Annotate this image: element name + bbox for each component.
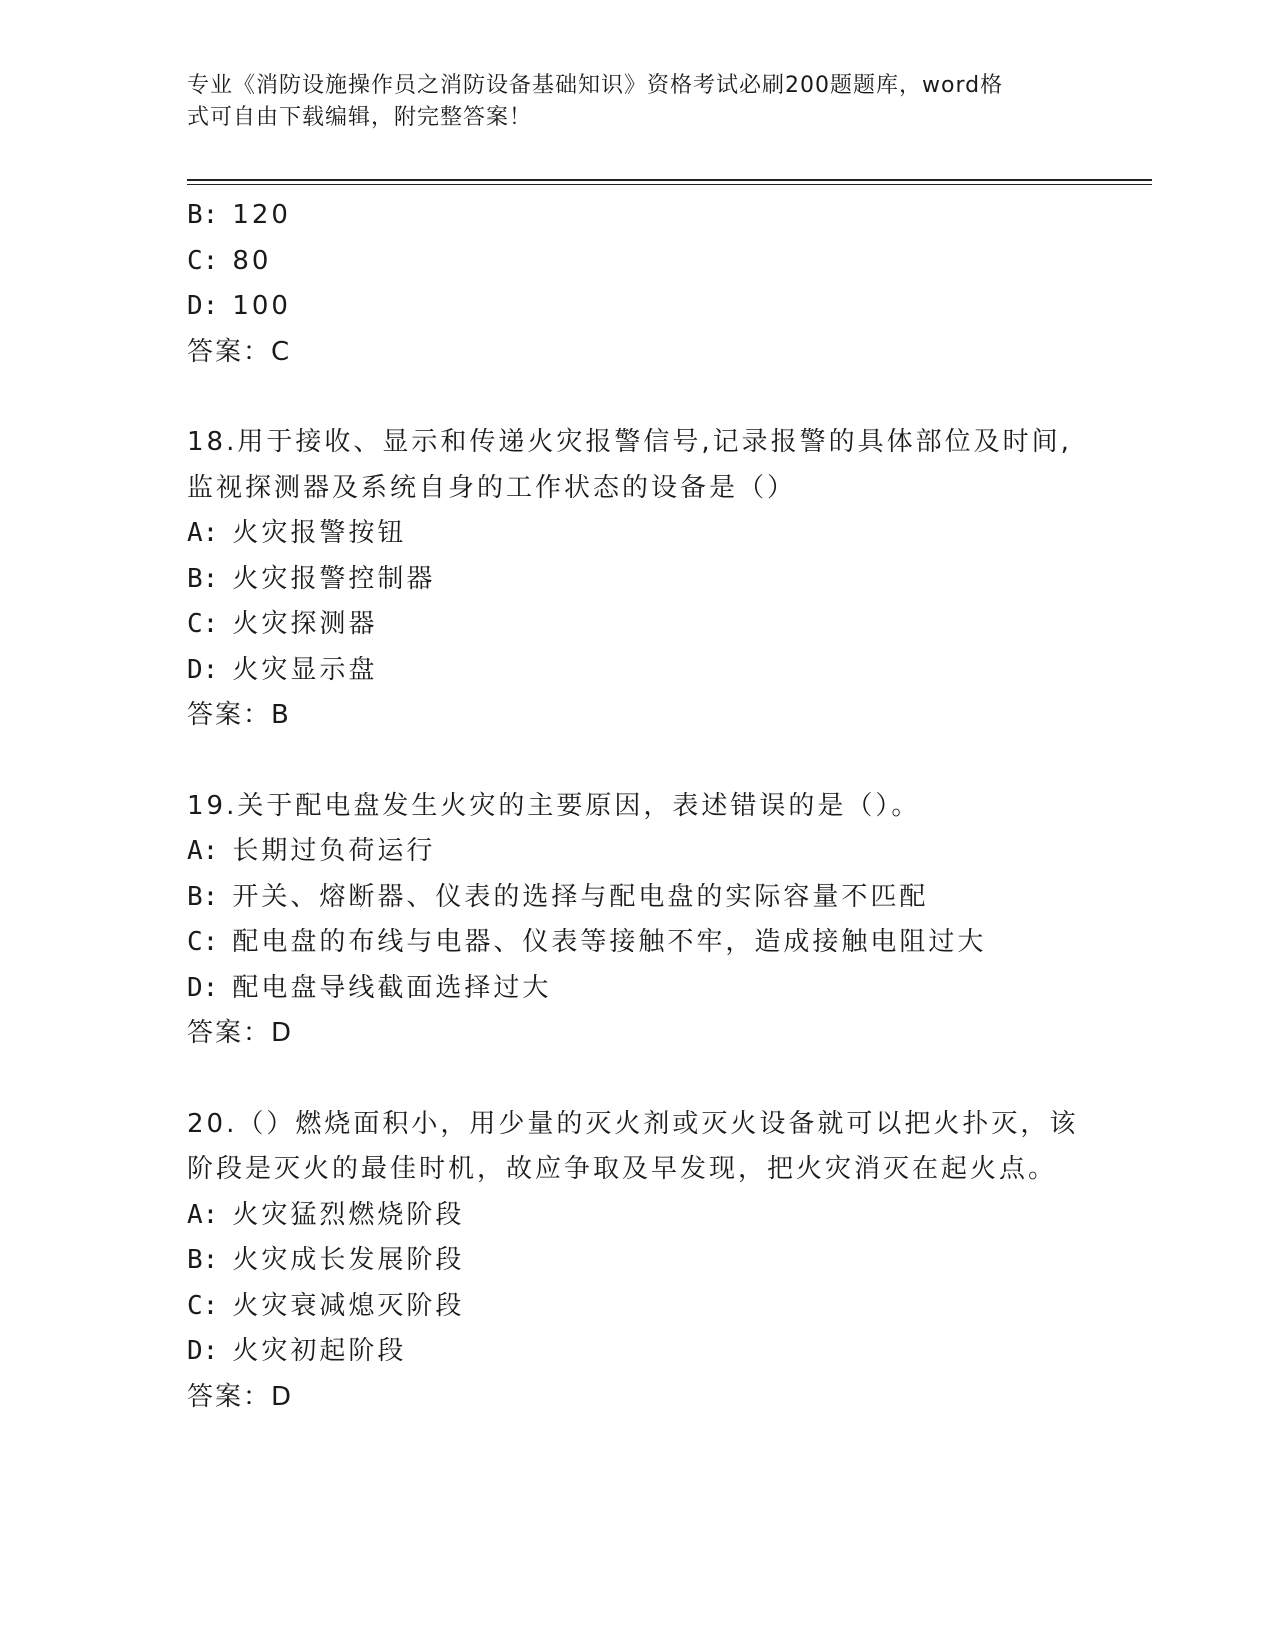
option-a: A: 火灾报警按钮 xyxy=(187,518,407,548)
option-d: D: 火灾初起阶段 xyxy=(187,1336,407,1366)
option-d: D: 火灾显示盘 xyxy=(187,654,378,685)
document-header xyxy=(187,70,1067,134)
option-d: D: 100 xyxy=(187,291,291,321)
header-rule-thick xyxy=(187,179,1152,181)
header-line-2: 式可自由下载编辑，附完整答案！ xyxy=(187,105,533,130)
option-b: B: 120 xyxy=(187,200,291,230)
answer: 答案：C xyxy=(187,336,292,367)
question-18 xyxy=(187,420,1087,739)
document-body xyxy=(187,193,1087,1420)
answer: 答案：D xyxy=(187,1018,294,1048)
previous-question xyxy=(187,193,1087,375)
header-line-1: 专业《消防设施操作员之消防设备基础知识》资格考试必刷200题题库，word格 xyxy=(187,73,1004,98)
question-19 xyxy=(187,784,1087,1057)
option-b: B: 开关、熔断器、仪表的选择与配电盘的实际容量不匹配 xyxy=(187,881,929,912)
option-a: A: 长期过负荷运行 xyxy=(187,836,436,866)
question-text-line: 阶段是灭火的最佳时机，故应争取及早发现，把火灾消灭在起火点。 xyxy=(187,1154,1058,1184)
question-text-line: 19.关于配电盘发生火灾的主要原因，表述错误的是（）。 xyxy=(187,790,921,821)
question-text-line: 18.用于接收、显示和传递火灾报警信号,记录报警的具体部位及时间, xyxy=(187,427,1072,457)
header-rule-thin xyxy=(187,184,1152,185)
option-c: C: 火灾探测器 xyxy=(187,609,378,639)
option-a: A: 火灾猛烈燃烧阶段 xyxy=(187,1199,465,1230)
option-c: C: 配电盘的布线与电器、仪表等接触不牢，造成接触电阻过大 xyxy=(187,927,987,957)
question-20 xyxy=(187,1102,1087,1421)
question-text-line: 20.（）燃烧面积小，用少量的灭火剂或灭火设备就可以把火扑灭，该 xyxy=(187,1108,1079,1139)
answer: 答案：B xyxy=(187,700,291,730)
option-c: C: 火灾衰减熄灭阶段 xyxy=(187,1290,465,1321)
option-c: C: 80 xyxy=(187,245,272,276)
option-b: B: 火灾报警控制器 xyxy=(187,563,436,594)
answer: 答案：D xyxy=(187,1381,294,1412)
question-text-line: 监视探测器及系统自身的工作状态的设备是（） xyxy=(187,472,797,503)
option-d: D: 配电盘导线截面选择过大 xyxy=(187,972,552,1003)
option-b: B: 火灾成长发展阶段 xyxy=(187,1245,465,1275)
